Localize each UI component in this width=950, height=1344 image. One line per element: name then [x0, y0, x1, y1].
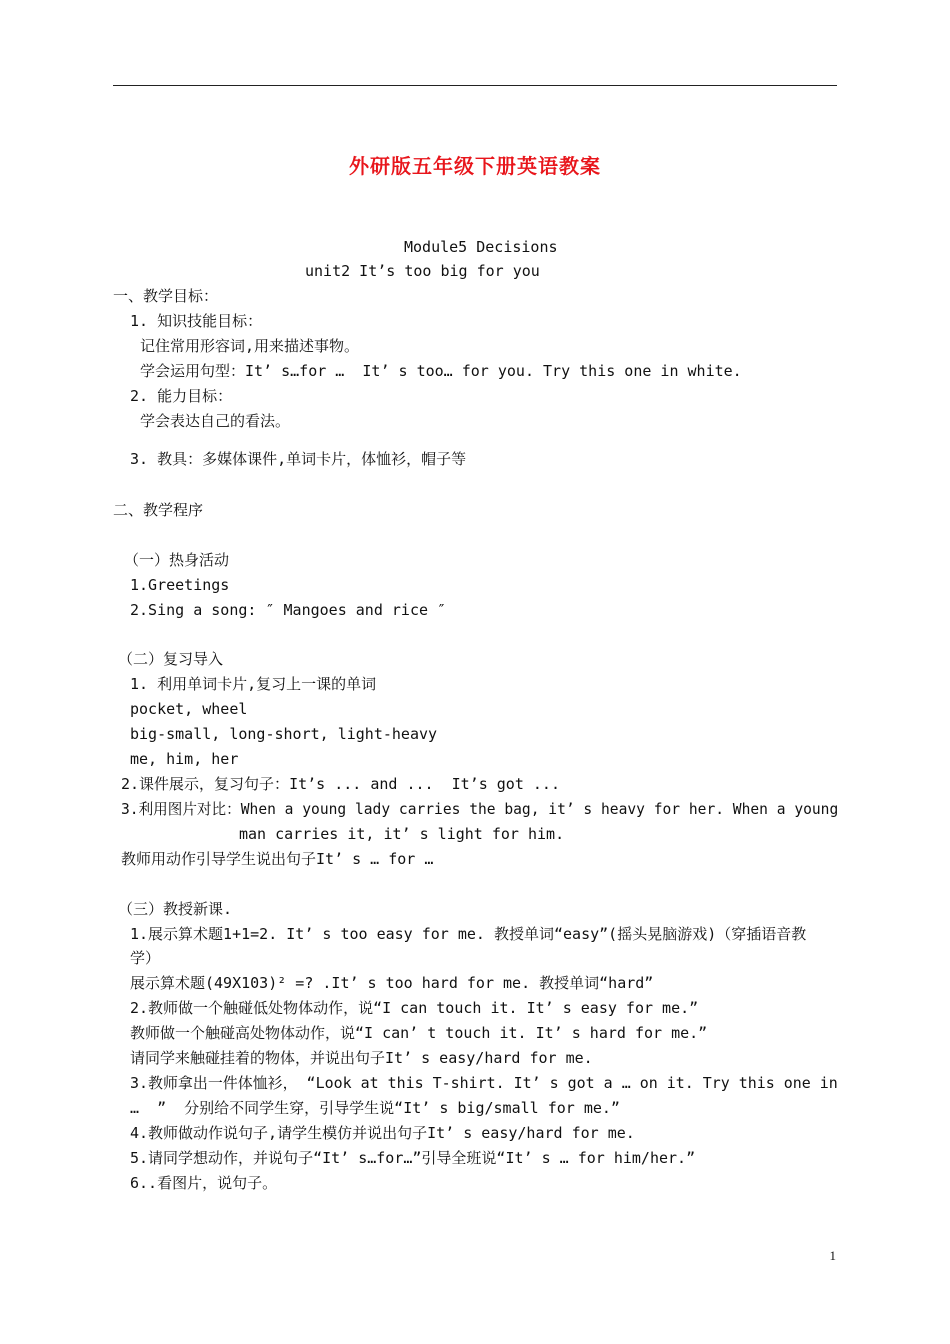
- part-3-line: 5.请同学想动作，并说句子“It’ s…for…”引导全班说“It’ s … for him/her.”: [130, 1149, 696, 1167]
- part-3-heading: （三）教授新课.: [118, 900, 233, 918]
- header-rule: [113, 85, 837, 86]
- module-title: Module5 Decisions: [404, 238, 558, 256]
- goal-3: 3. 教具：多媒体课件,单词卡片，体恤衫，帽子等: [130, 450, 467, 468]
- unit-title: unit2 It’s too big for you: [305, 262, 540, 280]
- part-3-line: 6..看图片，说句子。: [130, 1174, 278, 1192]
- part-3-line: 学）: [130, 949, 161, 967]
- goal-2: 2. 能力目标：: [130, 387, 233, 405]
- goal-1-b: 学会运用句型：It’ s…for … It’ s too… for you. Try this one in white.: [140, 362, 742, 380]
- part-3-line: 4.教师做动作说句子,请学生模仿并说出句子It’ s easy/hard for me.: [130, 1124, 635, 1142]
- part-3-line: 3.教师拿出一件体恤衫， “Look at this T-shirt. It’ s got a … on it. Try this one in: [130, 1074, 838, 1092]
- page-number: 1: [829, 1248, 836, 1263]
- part-3-line: 展示算术题(49X103)² =? .It’ s too hard for me. 教授单词“hard”: [130, 974, 654, 992]
- part-2-line: 2.课件展示，复习句子：It’s ... and ... It’s got ...: [121, 775, 560, 793]
- part-3-line: … ” 分别给不同学生穿，引导学生说“It’ s big/small for me.”: [130, 1099, 620, 1117]
- part-1-heading: （一）热身活动: [124, 551, 230, 569]
- part-2-line: man carries it, it’ s light for him.: [239, 825, 565, 843]
- goal-2-a: 学会表达自己的看法。: [140, 412, 291, 430]
- part-3-line: 1.展示算术题1+1=2. It’ s too easy for me. 教授单词“easy”(摇头晃脑游戏)（穿插语音教: [130, 925, 807, 943]
- part-3-line: 教师做一个触碰高处物体动作，说“I can’ t touch it. It’ s hard for me.”: [130, 1024, 708, 1042]
- part-2-line: pocket, wheel: [130, 700, 248, 718]
- part-2-line: 1. 利用单词卡片,复习上一课的单词: [130, 675, 377, 693]
- part-2-line: 3.利用图片对比：When a young lady carries the bag, it’ s heavy for her. When a young: [121, 800, 839, 818]
- goal-1: 1. 知识技能目标：: [130, 312, 263, 330]
- section-2-heading: 二、教学程序: [113, 501, 204, 519]
- part-3-line: 请同学来触碰挂着的物体，并说出句子It’ s easy/hard for me.: [130, 1049, 593, 1067]
- part-2-heading: （二）复习导入: [118, 650, 224, 668]
- document-title: 外研版五年级下册英语教案: [349, 154, 601, 178]
- part-3-line: 2.教师做一个触碰低处物体动作，说“I can touch it. It’ s easy for me.”: [130, 999, 699, 1017]
- part-1-line: 1.Greetings: [130, 576, 230, 594]
- goal-1-a: 记住常用形容词,用来描述事物。: [140, 337, 360, 355]
- part-1-line: 2.Sing a song: ″ Mangoes and rice ″: [130, 601, 447, 619]
- part-2-line: 教师用动作引导学生说出句子It’ s … for …: [121, 850, 434, 868]
- section-1-heading: 一、教学目标：: [113, 287, 219, 305]
- part-2-line: me, him, her: [130, 750, 239, 768]
- part-2-line: big-small, long-short, light-heavy: [130, 725, 438, 743]
